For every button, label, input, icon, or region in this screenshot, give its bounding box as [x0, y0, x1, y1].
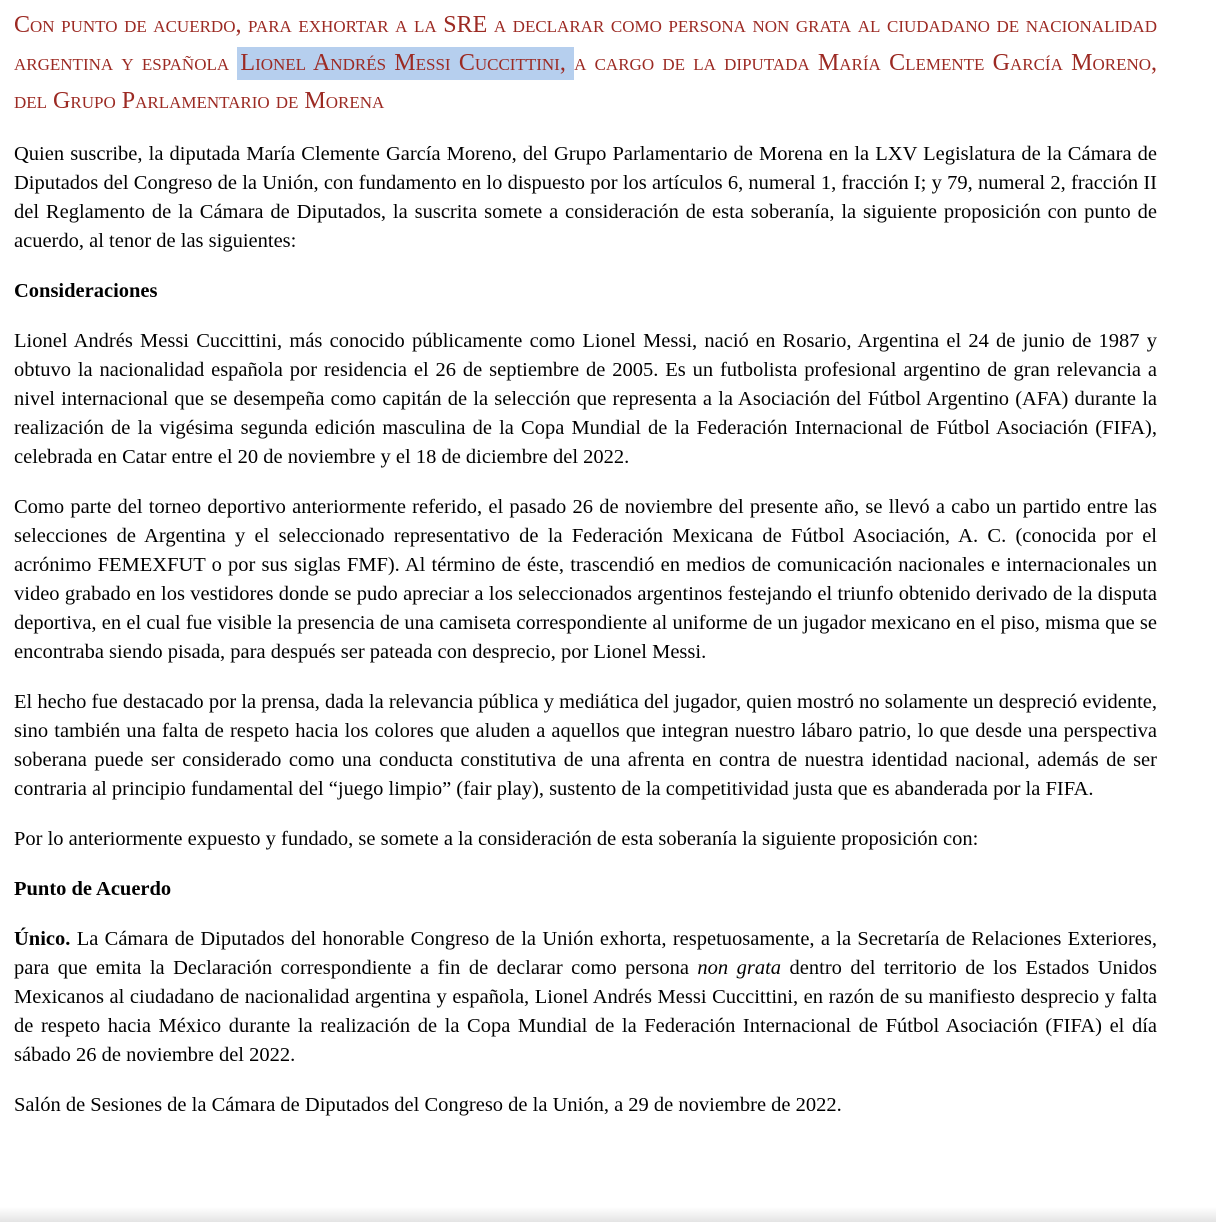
heading-punto-de-acuerdo: Punto de Acuerdo [14, 878, 172, 900]
paragraph-resolution [14, 925, 1157, 1070]
resolution-text-mid: La Cámara de Diputados del honorable Congreso de la Unión exhorta, respetuosamente, a la Secretaría de Relaciones Exteriores, para que emita la Declaración correspondiente a fin de declarar como persona [14, 928, 1157, 979]
paragraph-proposal-lead: Por lo anteriormente expuesto y fundado, se somete a la consideración de esta soberanía la siguiente proposición con: [14, 828, 979, 850]
paragraph-incident: Como parte del torneo deportivo anteriormente referido, el pasado 26 de noviembre del presente año, se llevó a cabo un partido entre las selecciones de Argentina y el seleccionado representativo de la Federación Mexicana de Fútbol Asociación, A. C. (conocida por el acrónimo FEMEXFUT o por sus siglas FMF). Al término de éste, trascendió en medios de comunicación nacionales e internacionales un video grabado en los vestidores donde se pudo apreciar a los seleccionados argentinos festejando el triunfo obtenido derivado de la disputa deportiva, en el cual fue visible la presencia de una camiseta correspondiente al uniforme de un jugador mexicano en el piso, misma que se encontraba siendo pisada, para después ser pateada con desprecio, por Lionel Messi. [14, 496, 1157, 663]
document-title [14, 6, 1157, 120]
resolution-text-tail: dentro del territorio de los Estados Unidos Mexicanos al ciudadano de nacionalidad argentina y española, Lionel Andrés Messi Cuccittini, en razón de su manifiesto desprecio y falta de respeto hacia México durante la realización de la Copa Mundial de la Federación Internacional de Fútbol Asociación (FIFA) el día sábado 26 de noviembre del 2022. [14, 957, 1157, 1066]
selection-highlight: Lionel Andrés Messi Cuccittini, [237, 47, 574, 80]
paragraph-messi-bio: Lionel Andrés Messi Cuccittini, más conocido públicamente como Lionel Messi, nació en Rosario, Argentina el 24 de junio de 1987 y obtuvo la nacionalidad española por residencia el 26 de septiembre de 2005. Es un futbolista profesional argentino de gran relevancia a nivel internacional que se desempeña como capitán de la selección que representa a la Asociación del Fútbol Argentino (AFA) durante la realización de la vigésima segunda edición masculina de la Copa Mundial de la Federación Internacional de Fútbol Asociación (FIFA), celebrada en Catar entre el 20 de noviembre y el 18 de diciembre del 2022. [14, 330, 1157, 468]
title-text-before-highlight: Con punto de acuerdo, para exhortar a la SRE a declarar como persona non grata al ciudadano de nacionalidad argentina y española [14, 12, 1157, 76]
paragraph-closing-date: Salón de Sesiones de la Cámara de Diputados del Congreso de la Unión, a 29 de noviembre de 2022. [14, 1094, 842, 1116]
title-text-after-highlight: a cargo de la diputada María Clemente García Moreno, del Grupo Parlamentario de Morena [14, 50, 1158, 114]
resolution-unico-label: Único. [14, 928, 71, 950]
resolution-non-grata-italic: non grata [697, 957, 782, 979]
heading-consideraciones: Consideraciones [14, 280, 158, 302]
bottom-edge-shadow [0, 1207, 1216, 1222]
paragraph-press-reaction: El hecho fue destacado por la prensa, dada la relevancia pública y mediática del jugador, quien mostró no solamente un despreció evidente, sino también una falta de respeto hacia los colores que aluden a aquellos que integran nuestro lábaro patrio, lo que desde una perspectiva soberana puede ser considerado como una conducta constitutiva de una afrenta en contra de nuestra identidad nacional, además de ser contraria al principio fundamental del “juego limpio” (fair play), sustento de la competitividad justa que es abanderada por la FIFA. [14, 691, 1157, 800]
paragraph-intro: Quien suscribe, la diputada María Clemente García Moreno, del Grupo Parlamentario de Morena en la LXV Legislatura de la Cámara de Diputados del Congreso de la Unión, con fundamento en lo dispuesto por los artículos 6, numeral 1, fracción I; y 79, numeral 2, fracción II del Reglamento de la Cámara de Diputados, la suscrita somete a consideración de esta soberanía, la siguiente proposición con punto de acuerdo, al tenor de las siguientes: [14, 143, 1157, 252]
